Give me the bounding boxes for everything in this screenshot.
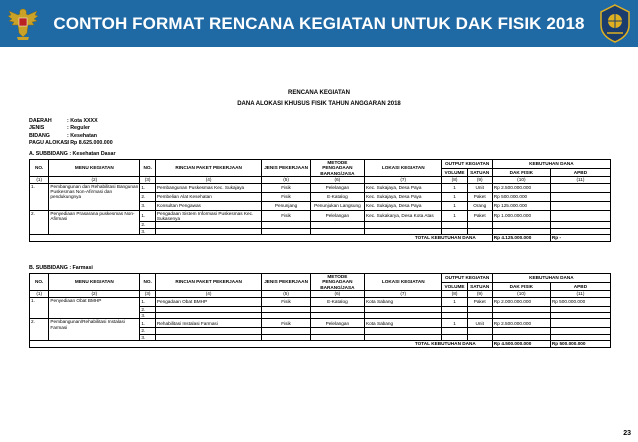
output-volume: 1 <box>442 319 467 328</box>
apbd-amount <box>550 201 610 210</box>
table-row <box>30 210 611 222</box>
rincian-paket: Pengadaan Sistem Informasi Puskesmas Kec. Sukasenya <box>155 210 262 222</box>
section-title: B. SUBBIDANG : Farmasi <box>29 265 93 271</box>
info-value: : Kota XXXX <box>67 118 98 124</box>
column-header-menu: MENU KEGIATAN <box>49 274 140 291</box>
apbd-amount <box>550 210 610 222</box>
column-header-output: OUTPUT KEGIATAN <box>442 160 492 169</box>
apbd-amount <box>550 319 610 328</box>
output-volume: 1 <box>442 192 467 201</box>
info-label: PAGU ALOKASI <box>29 139 70 146</box>
column-header-rincian: RINCIAN PAKET PEKERJAAN <box>155 160 262 177</box>
rincian-paket: Rehabilitasi Instalasi Farmasi <box>155 319 262 328</box>
column-header-volume: VOLUME <box>442 168 467 177</box>
rincian-paket: Konsultan Pengawas <box>155 201 262 210</box>
rincian-paket: Pembangunan Puskesmas Kec. Sukajaya <box>155 183 262 192</box>
column-header-rincian: RINCIAN PAKET PEKERJAAN <box>155 274 262 291</box>
column-header-no: NO. <box>30 274 49 291</box>
jenis-pekerjaan: Penunjang <box>262 201 310 210</box>
item-number: 3. <box>140 313 155 319</box>
item-number: 2. <box>140 222 155 228</box>
output-satuan: Unit <box>467 183 492 192</box>
apbd-amount <box>550 192 610 201</box>
info-row-daerah <box>29 118 113 125</box>
metode-pengadaan: Penunjukan Langsung <box>310 201 364 210</box>
page-title: CONTOH FORMAT RENCANA KEGIATAN UNTUK DAK FISIK 2018 <box>53 13 585 33</box>
jenis-pekerjaan: Fisik <box>262 183 310 192</box>
output-satuan: Unit <box>467 319 492 328</box>
dak-fisik-amount: Rp 2.000.000.000 <box>492 297 550 306</box>
item-number: 1. <box>140 319 155 328</box>
section-title: A. SUBBIDANG : Kesehatan Dasar <box>29 151 116 157</box>
column-number: (2) <box>49 291 140 297</box>
total-apbd: Rp - <box>550 235 610 241</box>
menu-kegiatan: Pembangunan dan Rehabilitasi Bangunan Puskesmas Non-Afirmasi dan pendukungnya <box>49 183 140 210</box>
table-row <box>30 183 611 192</box>
menu-kegiatan: Pembangunan/Rehabilitasi Instalasi Farmasi <box>49 319 140 341</box>
column-number: (8) <box>442 291 467 297</box>
metode-pengadaan: Pelelangan <box>310 319 364 328</box>
dak-fisik-amount: Rp 500.000.000 <box>492 192 550 201</box>
column-header-lokasi: LOKASI KEGIATAN <box>365 274 442 291</box>
item-number: 2. <box>140 306 155 312</box>
output-volume: 1 <box>442 210 467 222</box>
item-number: 1. <box>140 297 155 306</box>
column-header-volume: VOLUME <box>442 282 467 291</box>
item-number: 2. <box>140 192 155 201</box>
menu-number: 2. <box>30 210 49 235</box>
menu-number: 1. <box>30 297 49 319</box>
output-satuan: Orang <box>467 201 492 210</box>
column-number: (6) <box>310 291 364 297</box>
column-number: (5) <box>262 177 310 183</box>
info-row-bidang <box>29 133 113 140</box>
column-header-satuan: SATUAN <box>467 168 492 177</box>
menu-kegiatan: Penyediaan Obat BMHP <box>49 297 140 319</box>
column-header-no: NO. <box>30 160 49 177</box>
column-number: (2) <box>49 177 140 183</box>
item-number: 3. <box>140 228 155 234</box>
lokasi-kegiatan: Kec. Sukajaya, Desa Paya <box>365 192 442 201</box>
item-number: 1. <box>140 210 155 222</box>
column-header-metode: METODE PENGADAAN BARANG/JASA <box>310 160 364 177</box>
dak-fisik-amount: Rp 2.500.000.000 <box>492 183 550 192</box>
column-header-kebutuhan: KEBUTUHAN DANA <box>492 160 610 169</box>
column-header-no: NO. <box>140 274 155 291</box>
section-table <box>29 273 611 348</box>
output-satuan: Paket <box>467 210 492 222</box>
column-number: (1) <box>30 291 49 297</box>
lokasi-kegiatan: Kec. Sukajaya, Desa Paya <box>365 201 442 210</box>
column-header-apbd: APBD <box>550 282 610 291</box>
column-number: (4) <box>155 177 262 183</box>
info-label: BIDANG <box>29 132 50 139</box>
output-satuan: Paket <box>467 297 492 306</box>
jenis-pekerjaan: Fisik <box>262 319 310 328</box>
column-number: (4) <box>155 291 262 297</box>
document-subtitle: DANA ALOKASI KHUSUS FISIK TAHUN ANGGARAN 2018 <box>237 101 401 107</box>
lokasi-kegiatan: Kota Sabang <box>365 319 442 328</box>
table-header-row <box>30 160 611 169</box>
document-info <box>29 118 113 147</box>
item-number: 3. <box>140 334 155 340</box>
column-header-jenis: JENIS PEKERJAAN <box>262 274 310 291</box>
rincian-paket: Pembelian Alat Kesehatan <box>155 192 262 201</box>
metode-pengadaan: Pelelangan <box>310 210 364 222</box>
menu-number: 1. <box>30 183 49 210</box>
menu-number: 2. <box>30 319 49 341</box>
column-number: (3) <box>140 291 155 297</box>
rincian-paket: Pengadaan Obat BMHP <box>155 297 262 306</box>
column-header-apbd: APBD <box>550 168 610 177</box>
info-row-pagu <box>29 140 113 147</box>
total-row <box>30 341 611 347</box>
output-volume: 1 <box>442 201 467 210</box>
item-number: 3. <box>140 201 155 210</box>
column-header-menu: MENU KEGIATAN <box>49 160 140 177</box>
column-number: (5) <box>262 291 310 297</box>
garuda-emblem-icon <box>6 3 40 43</box>
info-label: DAERAH <box>29 118 52 124</box>
metode-pengadaan: E-Katalog <box>310 192 364 201</box>
menu-kegiatan: Penyediaan Prasarana puskesmas Non-Afirmasi <box>49 210 140 235</box>
output-volume: 1 <box>442 297 467 306</box>
item-number: 2. <box>140 328 155 334</box>
jenis-pekerjaan: Fisik <box>262 210 310 222</box>
column-number: (3) <box>140 177 155 183</box>
column-number: (1) <box>30 177 49 183</box>
dak-fisik-amount: Rp 125.000.000 <box>492 201 550 210</box>
column-number: (9) <box>467 291 492 297</box>
metode-pengadaan: Pelelangan <box>310 183 364 192</box>
metode-pengadaan: E-Katalog <box>310 297 364 306</box>
jenis-pekerjaan: Fisik <box>262 192 310 201</box>
lokasi-kegiatan: Kec. Sukakarya, Desa Kota Atas <box>365 210 442 222</box>
total-label: TOTAL KEBUTUHAN DANA <box>30 341 493 347</box>
section-table <box>29 159 611 242</box>
column-header-jenis: JENIS PEKERJAAN <box>262 160 310 177</box>
output-satuan: Paket <box>467 192 492 201</box>
column-number: (11) <box>550 291 610 297</box>
info-value: : Rp 8.625.000.000 <box>67 139 113 146</box>
column-header-lokasi: LOKASI KEGIATAN <box>365 160 442 177</box>
apbd-amount <box>550 183 610 192</box>
total-apbd: Rp 500.000.000 <box>550 341 610 347</box>
output-volume: 1 <box>442 183 467 192</box>
lokasi-kegiatan: Kec. Sukajaya, Desa Paya <box>365 183 442 192</box>
column-number: (11) <box>550 177 610 183</box>
table-row <box>30 297 611 306</box>
column-header-satuan: SATUAN <box>467 282 492 291</box>
table-row <box>30 319 611 328</box>
column-number: (6) <box>310 177 364 183</box>
page-number: 23 <box>623 430 631 437</box>
column-header-metode: METODE PENGADAAN BARANG/JASA <box>310 274 364 291</box>
dak-fisik-amount: Rp 2.500.000.000 <box>492 319 550 328</box>
column-header-no: NO. <box>140 160 155 177</box>
dak-fisik-amount: Rp 1.000.000.000 <box>492 210 550 222</box>
column-number: (10) <box>492 291 550 297</box>
lokasi-kegiatan: Kota Sabang <box>365 297 442 306</box>
info-value: : Kesehatan <box>67 132 98 139</box>
apbd-amount: Rp 500.000.000 <box>550 297 610 306</box>
column-number: (7) <box>365 177 442 183</box>
info-row-jenis <box>29 125 113 132</box>
column-header-output: OUTPUT KEGIATAN <box>442 274 492 283</box>
column-number: (8) <box>442 177 467 183</box>
document-title: RENCANA KEGIATAN <box>288 90 350 96</box>
total-dak-fisik: Rp 4.500.000.000 <box>492 341 550 347</box>
header-bar <box>0 0 638 47</box>
item-number: 1. <box>140 183 155 192</box>
total-label: TOTAL KEBUTUHAN DANA <box>30 235 493 241</box>
column-header-dak: DAK FISIK <box>492 282 550 291</box>
column-number: (10) <box>492 177 550 183</box>
table-header-row <box>30 274 611 283</box>
column-number: (9) <box>467 177 492 183</box>
column-header-kebutuhan: KEBUTUHAN DANA <box>492 274 610 283</box>
total-row <box>30 235 611 241</box>
column-header-dak: DAK FISIK <box>492 168 550 177</box>
column-number: (7) <box>365 291 442 297</box>
jenis-pekerjaan: Fisik <box>262 297 310 306</box>
ministry-of-finance-emblem-icon <box>598 3 632 43</box>
total-dak-fisik: Rp 4.125.000.000 <box>492 235 550 241</box>
info-label: JENIS <box>29 125 45 132</box>
info-value: : Reguler <box>67 125 90 132</box>
